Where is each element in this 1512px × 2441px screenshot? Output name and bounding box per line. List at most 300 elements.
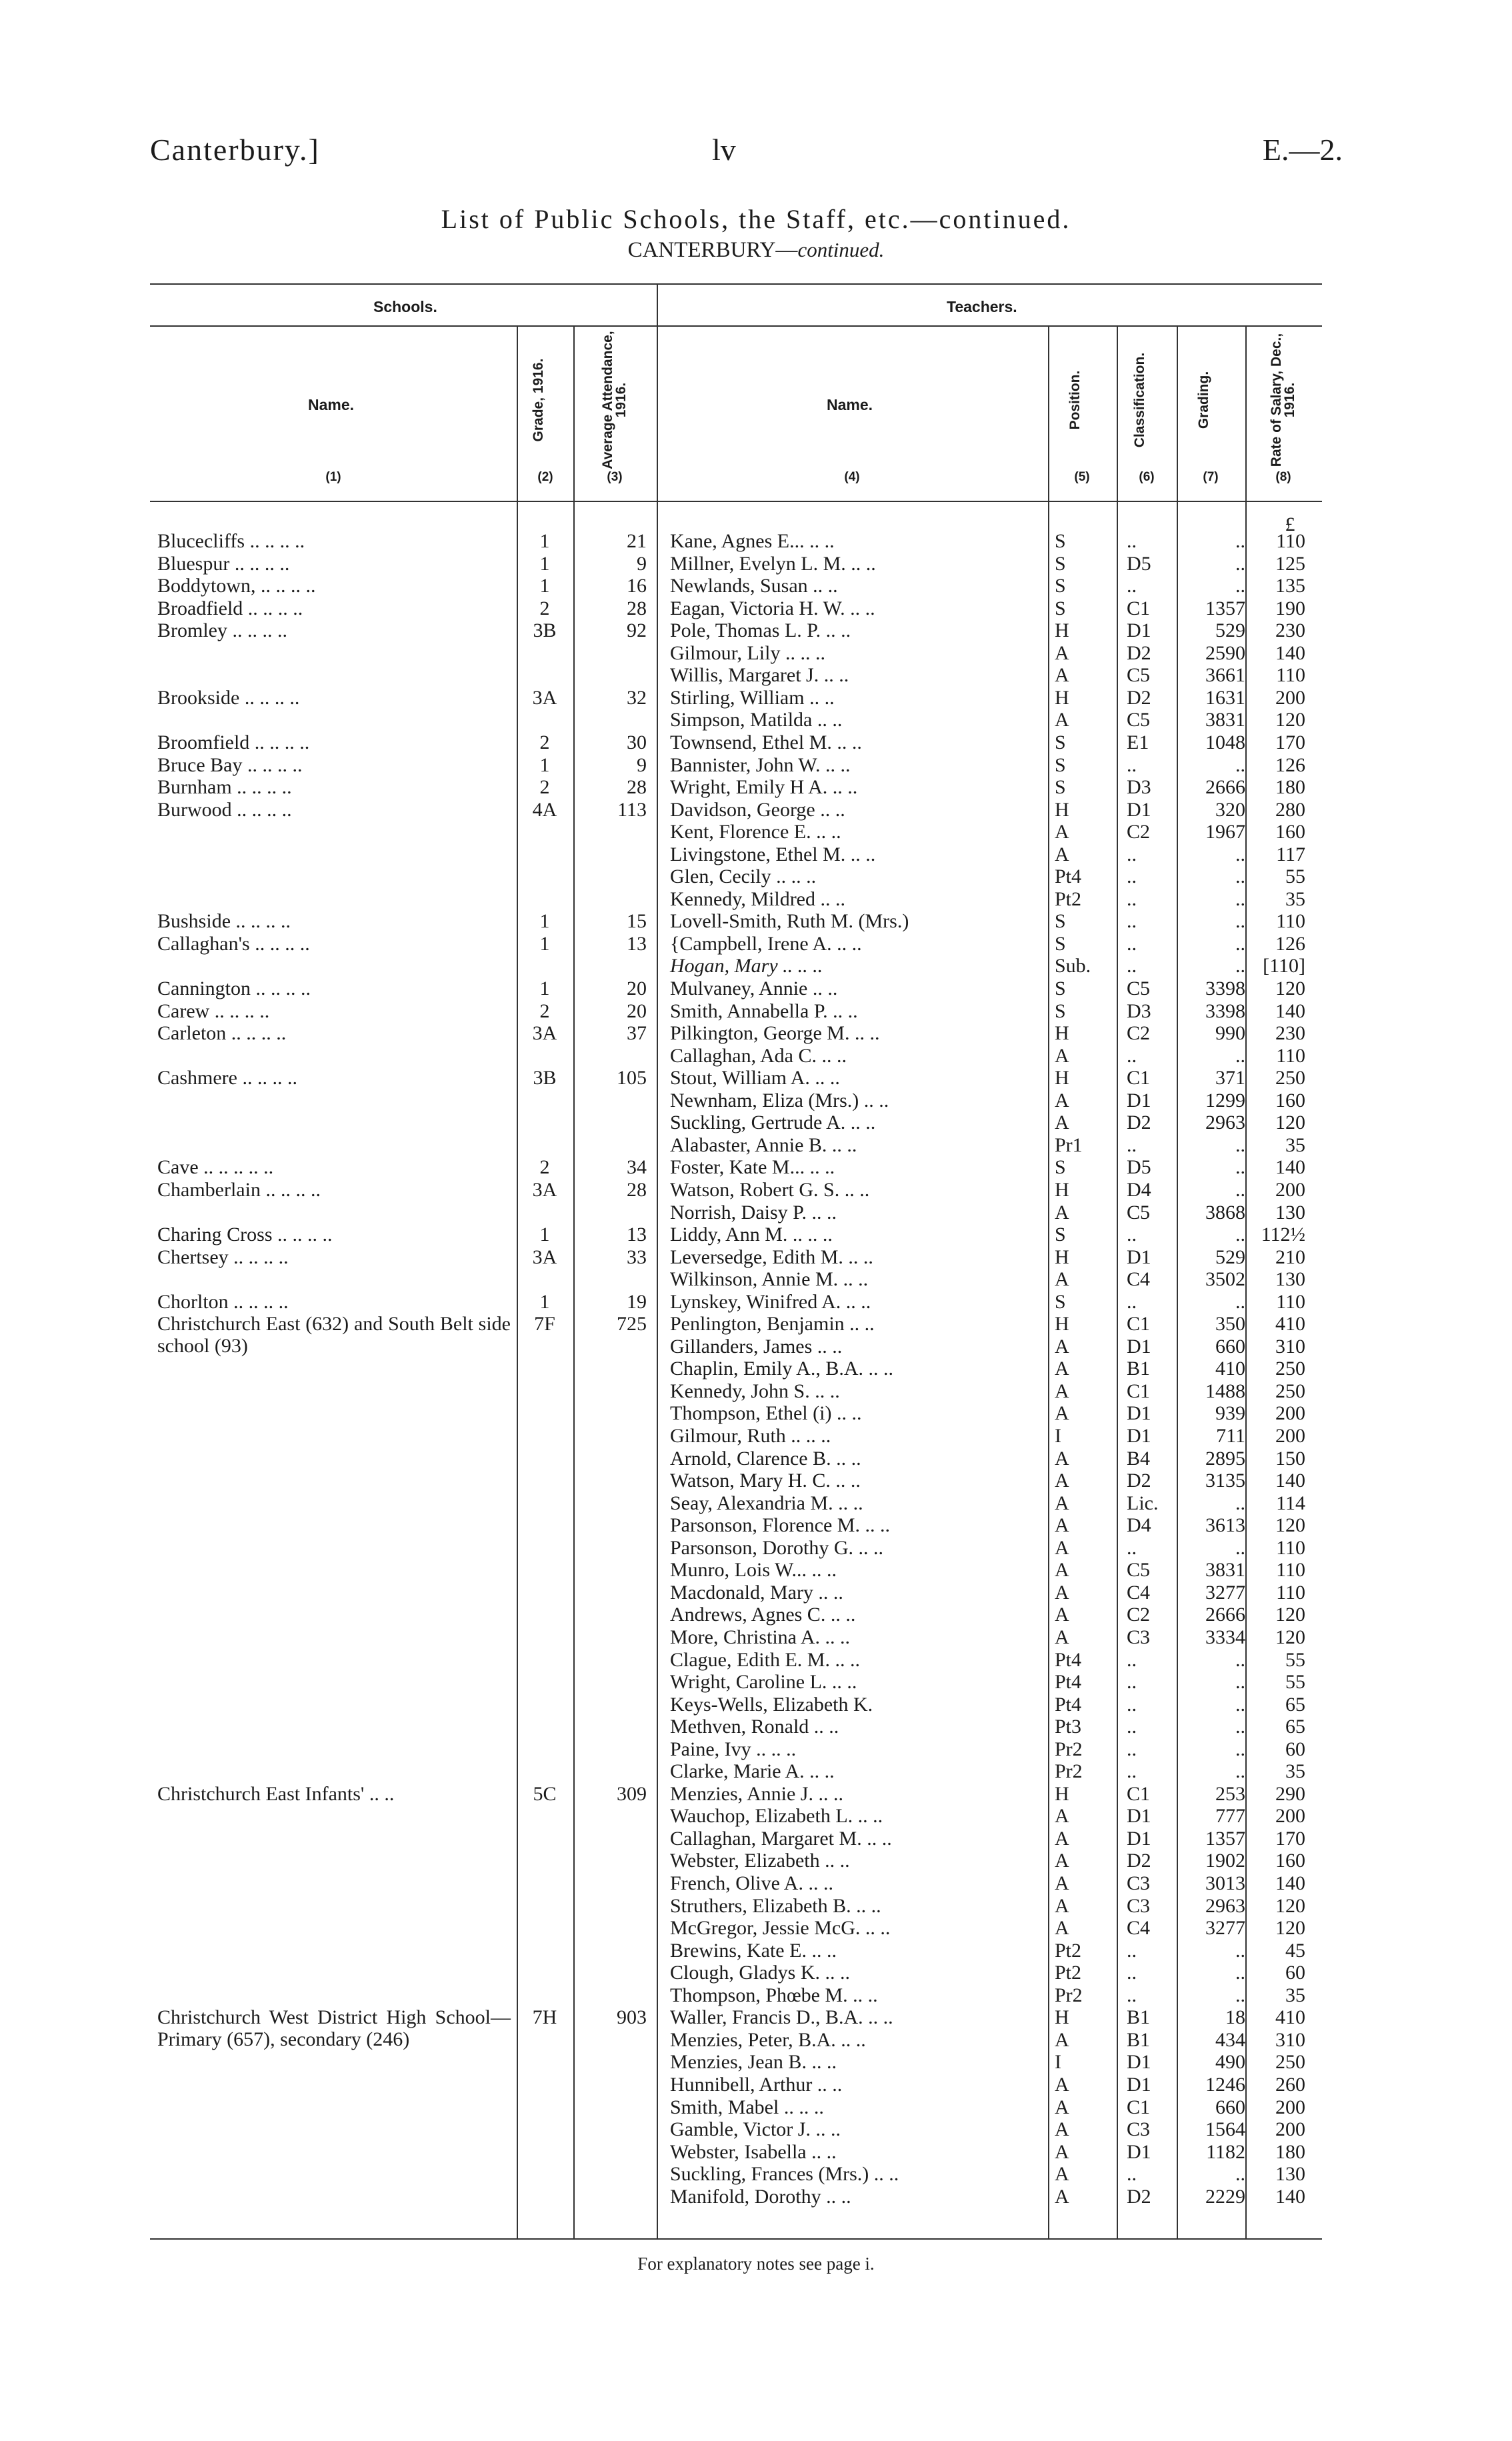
school-grade: 3B: [533, 1067, 557, 1089]
teacher-position: Pt2: [1055, 1962, 1082, 1984]
teacher-salary: 230: [1275, 619, 1305, 642]
school-name: Brookside .. .. .. ..: [157, 686, 300, 709]
teacher-classification: D1: [1127, 1335, 1151, 1358]
teacher-salary: 410: [1275, 1313, 1305, 1336]
teacher-classification: C3: [1127, 2118, 1151, 2141]
teacher-name: Willis, Margaret J. .. ..: [670, 664, 849, 687]
col-divider-5: [1117, 325, 1118, 2238]
teacher-salary: 250: [1275, 1067, 1305, 1089]
teacher-classification: C2: [1127, 1022, 1151, 1045]
teacher-name: French, Olive A. .. ..: [670, 1872, 833, 1894]
teacher-position: A: [1055, 1402, 1069, 1425]
teacher-salary: 55: [1285, 1648, 1305, 1671]
teacher-classification: ..: [1127, 2163, 1137, 2186]
teacher-salary: 117: [1276, 843, 1305, 865]
teacher-classification: D5: [1127, 552, 1151, 575]
school-name: Christchurch East Infants' .. ..: [157, 1782, 395, 1805]
teacher-position: A: [1055, 2073, 1069, 2096]
teacher-name: Penlington, Benjamin .. ..: [670, 1313, 875, 1336]
teacher-grading: ..: [1235, 932, 1245, 955]
school-attendance: 9: [637, 753, 647, 776]
header-bottom-rule: [150, 501, 1322, 502]
teacher-name: Gilmour, Lily .. .. ..: [670, 641, 825, 664]
teacher-classification: ..: [1127, 1984, 1137, 2006]
school-attendance: 309: [617, 1782, 647, 1805]
teacher-salary: 120: [1275, 977, 1305, 999]
teacher-name: Hogan, Mary .. .. ..: [670, 955, 823, 977]
school-name: Carew .. .. .. ..: [157, 999, 270, 1022]
teacher-salary: 110: [1276, 530, 1305, 552]
teacher-position: S: [1055, 932, 1066, 955]
teacher-classification: D2: [1127, 1850, 1151, 1872]
teacher-classification: ..: [1127, 865, 1137, 888]
col-number-5: (5): [1074, 470, 1090, 484]
teacher-name: Parsonson, Dorothy G. .. ..: [670, 1536, 883, 1559]
teacher-grading: ..: [1235, 955, 1245, 977]
teacher-salary: 126: [1275, 753, 1305, 776]
teacher-grading: 434: [1215, 2028, 1245, 2051]
teacher-classification: ..: [1127, 910, 1137, 933]
school-name: Christchurch West District High School—Primary (657), secondary (246): [157, 2006, 511, 2051]
col-number-8: (8): [1275, 470, 1291, 484]
school-attendance: 16: [627, 575, 647, 597]
teacher-classification: C4: [1127, 1917, 1151, 1940]
teacher-classification: C5: [1127, 709, 1151, 731]
teacher-position: S: [1055, 910, 1066, 933]
teacher-classification: ..: [1127, 1044, 1137, 1067]
teacher-grading: 939: [1215, 1402, 1245, 1425]
school-grade: 2: [539, 999, 550, 1022]
school-attendance: 13: [627, 1224, 647, 1246]
school-grade: 3B: [533, 619, 557, 642]
teacher-position: A: [1055, 1470, 1069, 1492]
school-grade: 3A: [532, 1178, 557, 1201]
teacher-name: Lynskey, Winifred A. .. ..: [670, 1290, 871, 1313]
teacher-grading: 1357: [1205, 597, 1245, 619]
teacher-salary: 290: [1275, 1782, 1305, 1805]
teacher-salary: 65: [1285, 1716, 1305, 1738]
teacher-salary: 160: [1275, 1089, 1305, 1111]
teacher-position: A: [1055, 664, 1069, 687]
teacher-name: Parsonson, Florence M. .. ..: [670, 1514, 890, 1537]
school-grade: 1: [539, 1224, 550, 1246]
teacher-salary: 120: [1275, 1626, 1305, 1648]
teacher-salary: 110: [1276, 1044, 1305, 1067]
teacher-grading: 529: [1215, 1246, 1245, 1268]
teacher-salary: 114: [1276, 1492, 1305, 1514]
teacher-grading: 660: [1215, 1335, 1245, 1358]
teacher-position: S: [1055, 575, 1066, 597]
teacher-position: A: [1055, 1850, 1069, 1872]
teacher-grading: 3868: [1205, 1201, 1245, 1224]
teacher-name: Clough, Gladys K. .. ..: [670, 1962, 850, 1984]
teacher-grading: ..: [1235, 1536, 1245, 1559]
teacher-salary: 170: [1275, 731, 1305, 753]
teacher-name: Pole, Thomas L. P. .. ..: [670, 619, 851, 642]
teacher-classification: D1: [1127, 1827, 1151, 1850]
teacher-name: Kennedy, Mildred .. ..: [670, 887, 845, 910]
teacher-position: H: [1055, 1022, 1069, 1045]
teacher-position: H: [1055, 2006, 1069, 2029]
school-grade: 7F: [534, 1313, 555, 1336]
teacher-grading: 1488: [1205, 1380, 1245, 1402]
teacher-classification: B1: [1127, 1358, 1151, 1380]
school-attendance: 903: [617, 2006, 647, 2029]
school-attendance: 21: [627, 530, 647, 552]
teacher-classification: ..: [1127, 1536, 1137, 1559]
teacher-position: H: [1055, 798, 1069, 821]
teacher-classification: D1: [1127, 1425, 1151, 1447]
teacher-classification: C3: [1127, 1894, 1151, 1917]
teacher-classification: D2: [1127, 1111, 1151, 1134]
teacher-name: Kane, Agnes E... .. ..: [670, 530, 835, 552]
teacher-salary: 110: [1276, 1290, 1305, 1313]
teacher-salary: 160: [1275, 1850, 1305, 1872]
school-name: Bushside .. .. .. ..: [157, 910, 291, 933]
subtitle-italic: continued.: [797, 238, 885, 261]
col-number-4: (4): [844, 470, 860, 484]
school-attendance: 9: [637, 552, 647, 575]
school-grade: 1: [539, 932, 550, 955]
teacher-grading: ..: [1235, 1738, 1245, 1760]
teacher-name: Munro, Lois W... .. ..: [670, 1559, 837, 1582]
col-header-attendance: Average Attendance, 1916.: [600, 331, 629, 469]
teacher-grading: ..: [1235, 910, 1245, 933]
currency-symbol: £: [1285, 513, 1295, 535]
teacher-name: Clarke, Marie A. .. ..: [670, 1760, 835, 1783]
teacher-name: More, Christina A. .. ..: [670, 1626, 850, 1648]
teacher-classification: C2: [1127, 1604, 1151, 1626]
teacher-classification: D2: [1127, 641, 1151, 664]
school-grade: 2: [539, 776, 550, 799]
teacher-classification: C5: [1127, 977, 1151, 999]
teacher-grading: ..: [1235, 753, 1245, 776]
teacher-classification: C1: [1127, 1782, 1151, 1805]
teacher-salary: 200: [1275, 1178, 1305, 1201]
teacher-salary: 110: [1276, 1559, 1305, 1582]
teacher-classification: D1: [1127, 798, 1151, 821]
teacher-grading: 2666: [1205, 776, 1245, 799]
teacher-position: A: [1055, 2185, 1069, 2208]
teacher-grading: 1246: [1205, 2073, 1245, 2096]
teacher-position: A: [1055, 2118, 1069, 2141]
teacher-position: A: [1055, 1827, 1069, 1850]
teacher-position: S: [1055, 753, 1066, 776]
teacher-grading: 3613: [1205, 1514, 1245, 1537]
teacher-salary: 60: [1285, 1962, 1305, 1984]
teacher-position: A: [1055, 1581, 1069, 1604]
teacher-grading: 2895: [1205, 1447, 1245, 1470]
school-attendance: 13: [627, 932, 647, 955]
teacher-classification: D1: [1127, 619, 1151, 642]
teacher-name: Watson, Mary H. C. .. ..: [670, 1470, 861, 1492]
teacher-grading: 3398: [1205, 999, 1245, 1022]
teacher-position: S: [1055, 999, 1066, 1022]
teacher-grading: 3277: [1205, 1917, 1245, 1940]
teacher-name: Webster, Isabella .. ..: [670, 2140, 837, 2163]
teacher-name: Watson, Robert G. S. .. ..: [670, 1178, 870, 1201]
teachers-group-header: Teachers.: [947, 298, 1017, 315]
school-name: Christchurch East (632) and South Belt side school (93): [157, 1313, 511, 1358]
teacher-position: A: [1055, 1111, 1069, 1134]
teacher-grading: 711: [1216, 1425, 1245, 1447]
school-name: Carleton .. .. .. ..: [157, 1022, 287, 1045]
school-grade: 1: [539, 530, 550, 552]
teacher-name: Smith, Annabella P. .. ..: [670, 999, 858, 1022]
teacher-name: Stirling, William .. ..: [670, 686, 835, 709]
teacher-position: A: [1055, 1626, 1069, 1648]
teacher-position: S: [1055, 977, 1066, 999]
teacher-salary: 120: [1275, 1604, 1305, 1626]
teacher-salary: 150: [1275, 1447, 1305, 1470]
school-attendance: 20: [627, 999, 647, 1022]
teacher-salary: 250: [1275, 2051, 1305, 2074]
teacher-salary: 160: [1275, 821, 1305, 843]
teacher-grading: 410: [1215, 1358, 1245, 1380]
teacher-position: A: [1055, 2163, 1069, 2186]
teacher-classification: D2: [1127, 1470, 1151, 1492]
teacher-name: Menzies, Jean B. .. ..: [670, 2051, 837, 2074]
teacher-classification: C1: [1127, 1313, 1151, 1336]
school-attendance: 725: [617, 1313, 647, 1336]
teacher-grading: ..: [1235, 552, 1245, 575]
school-attendance: 32: [627, 686, 647, 709]
teacher-position: I: [1055, 2051, 1061, 2074]
teacher-classification: D1: [1127, 1805, 1151, 1828]
teacher-grading: ..: [1235, 2163, 1245, 2186]
school-grade: 7H: [532, 2006, 557, 2029]
teacher-classification: C5: [1127, 664, 1151, 687]
teacher-grading: 1967: [1205, 821, 1245, 843]
teacher-classification: ..: [1127, 1648, 1137, 1671]
teacher-grading: 2666: [1205, 1604, 1245, 1626]
teacher-classification: ..: [1127, 1962, 1137, 1984]
teacher-position: A: [1055, 843, 1069, 865]
teacher-name: Gilmour, Ruth .. .. ..: [670, 1425, 831, 1447]
school-name: Cave .. .. .. .. ..: [157, 1156, 274, 1179]
school-grade: 2: [539, 731, 550, 753]
teacher-position: Pt2: [1055, 1939, 1082, 1962]
teacher-classification: ..: [1127, 887, 1137, 910]
teacher-salary: 410: [1275, 2006, 1305, 2029]
school-name: Chorlton .. .. .. ..: [157, 1290, 289, 1313]
teacher-grading: 3135: [1205, 1470, 1245, 1492]
teacher-salary: 112½: [1261, 1224, 1305, 1246]
teacher-grading: 1631: [1205, 686, 1245, 709]
school-grade: 2: [539, 597, 550, 619]
teacher-salary: 110: [1276, 910, 1305, 933]
teacher-name: Methven, Ronald .. ..: [670, 1716, 839, 1738]
teacher-position: Pr2: [1055, 1760, 1083, 1783]
teacher-classification: D3: [1127, 999, 1151, 1022]
teacher-position: A: [1055, 1536, 1069, 1559]
teacher-classification: D1: [1127, 1402, 1151, 1425]
teacher-name: Newnham, Eliza (Mrs.) .. ..: [670, 1089, 889, 1111]
teacher-position: H: [1055, 1246, 1069, 1268]
teacher-classification: D3: [1127, 776, 1151, 799]
teacher-grading: 3277: [1205, 1581, 1245, 1604]
school-grade: 5C: [533, 1782, 557, 1805]
teacher-classification: D2: [1127, 686, 1151, 709]
school-attendance: 37: [627, 1022, 647, 1045]
teacher-classification: D5: [1127, 1156, 1151, 1179]
teacher-name: Waller, Francis D., B.A. .. ..: [670, 2006, 893, 2029]
teacher-classification: ..: [1127, 1693, 1137, 1716]
teacher-salary: 200: [1275, 1425, 1305, 1447]
school-name: Callaghan's .. .. .. ..: [157, 932, 310, 955]
school-grade: 1: [539, 977, 550, 999]
teacher-position: H: [1055, 619, 1069, 642]
school-grade: 3A: [532, 1246, 557, 1268]
teacher-name: Newlands, Susan .. ..: [670, 575, 838, 597]
schools-group-header: Schools.: [373, 298, 437, 315]
col-header-salary: Rate of Salary, Dec., 1916.: [1269, 333, 1297, 467]
teacher-grading: ..: [1235, 575, 1245, 597]
teacher-classification: B1: [1127, 2028, 1151, 2051]
teacher-position: S: [1055, 552, 1066, 575]
teacher-classification: C5: [1127, 1201, 1151, 1224]
teacher-grading: ..: [1235, 530, 1245, 552]
teacher-name: Lovell-Smith, Ruth M. (Mrs.): [670, 910, 909, 933]
school-name: Bluespur .. .. .. ..: [157, 552, 290, 575]
teacher-position: A: [1055, 1604, 1069, 1626]
teacher-grading: 660: [1215, 2096, 1245, 2118]
teacher-grading: 2963: [1205, 1894, 1245, 1917]
running-header-left: Canterbury.]: [150, 133, 320, 167]
teacher-grading: 990: [1215, 1022, 1245, 1045]
school-name: Boddytown, .. .. .. ..: [157, 575, 316, 597]
teacher-name: Millner, Evelyn L. M. .. ..: [670, 552, 876, 575]
teacher-position: H: [1055, 686, 1069, 709]
teacher-salary: 35: [1285, 1133, 1305, 1156]
teacher-position: S: [1055, 1224, 1066, 1246]
teacher-name: Simpson, Matilda .. ..: [670, 709, 843, 731]
teacher-name: McGregor, Jessie McG. .. ..: [670, 1917, 891, 1940]
school-grade: 1: [539, 1290, 550, 1313]
teacher-grading: 2590: [1205, 641, 1245, 664]
teacher-name: Macdonald, Mary .. ..: [670, 1581, 843, 1604]
teacher-salary: 140: [1275, 999, 1305, 1022]
teacher-grading: ..: [1235, 1133, 1245, 1156]
teacher-name: Wauchop, Elizabeth L. .. ..: [670, 1805, 883, 1828]
teacher-name: Smith, Mabel .. .. ..: [670, 2096, 824, 2118]
teacher-name: Menzies, Peter, B.A. .. ..: [670, 2028, 866, 2051]
teacher-classification: D1: [1127, 2073, 1151, 2096]
teacher-position: H: [1055, 1313, 1069, 1336]
school-grade: 2: [539, 1156, 550, 1179]
col-header-classification: Classification.: [1132, 352, 1147, 448]
teacher-name: Townsend, Ethel M. .. ..: [670, 731, 862, 753]
col-divider-6: [1177, 325, 1178, 2238]
teacher-salary: 35: [1285, 887, 1305, 910]
teacher-salary: 260: [1275, 2073, 1305, 2096]
school-name: Broadfield .. .. .. ..: [157, 597, 303, 619]
teacher-salary: 135: [1275, 575, 1305, 597]
school-grade: 3A: [532, 686, 557, 709]
teacher-position: Pt4: [1055, 1648, 1082, 1671]
teacher-name: Wright, Emily H A. .. ..: [670, 776, 858, 799]
teacher-name: Suckling, Frances (Mrs.) .. ..: [670, 2163, 899, 2186]
teacher-name: Suckling, Gertrude A. .. ..: [670, 1111, 876, 1134]
teacher-salary: 125: [1275, 552, 1305, 575]
teacher-name: Norrish, Daisy P. .. ..: [670, 1201, 837, 1224]
col-number-2: (2): [537, 470, 553, 484]
teacher-salary: 130: [1275, 2163, 1305, 2186]
teacher-name: Callaghan, Margaret M. .. ..: [670, 1827, 892, 1850]
teacher-name: Thompson, Ethel (i) .. ..: [670, 1402, 862, 1425]
teacher-position: A: [1055, 1872, 1069, 1894]
teacher-salary: 55: [1285, 1671, 1305, 1694]
teacher-position: I: [1055, 1425, 1061, 1447]
teacher-position: Pt4: [1055, 1671, 1082, 1694]
teacher-position: A: [1055, 2096, 1069, 2118]
teacher-salary: 35: [1285, 1760, 1305, 1783]
teacher-grading: 3831: [1205, 1559, 1245, 1582]
teacher-salary: 250: [1275, 1358, 1305, 1380]
school-name: Chertsey .. .. .. ..: [157, 1246, 289, 1268]
teacher-grading: ..: [1235, 1671, 1245, 1694]
teacher-grading: ..: [1235, 1962, 1245, 1984]
teacher-classification: C4: [1127, 1581, 1151, 1604]
page-number: lv: [712, 133, 736, 167]
school-name: Bromley .. .. .. ..: [157, 619, 287, 642]
teacher-classification: C4: [1127, 1268, 1151, 1291]
teacher-grading: ..: [1235, 1044, 1245, 1067]
col-divider-1: [517, 325, 518, 2238]
teacher-name: Seay, Alexandria M. .. ..: [670, 1492, 863, 1514]
teacher-salary: 130: [1275, 1268, 1305, 1291]
teacher-name: Thompson, Phœbe M. .. ..: [670, 1984, 878, 2006]
col-number-6: (6): [1139, 470, 1155, 484]
teacher-position: Sub.: [1055, 955, 1091, 977]
school-name: Cashmere .. .. .. ..: [157, 1067, 297, 1089]
teacher-name: Manifold, Dorothy .. ..: [670, 2185, 851, 2208]
teacher-position: A: [1055, 1805, 1069, 1828]
teacher-grading: 3398: [1205, 977, 1245, 999]
teacher-grading: 3831: [1205, 709, 1245, 731]
teacher-classification: ..: [1127, 1939, 1137, 1962]
running-header-right: E.—2.: [1262, 133, 1343, 167]
teacher-salary: 200: [1275, 1402, 1305, 1425]
teacher-salary: 310: [1275, 1335, 1305, 1358]
teacher-name: Liddy, Ann M. .. .. ..: [670, 1224, 833, 1246]
teacher-position: A: [1055, 1492, 1069, 1514]
col-header-grading: Grading.: [1196, 371, 1211, 429]
teacher-classification: C3: [1127, 1626, 1151, 1648]
teacher-salary: 200: [1275, 2118, 1305, 2141]
teacher-classification: ..: [1127, 1290, 1137, 1313]
teacher-position: S: [1055, 1156, 1066, 1179]
teacher-name: Webster, Elizabeth .. ..: [670, 1850, 850, 1872]
teacher-grading: ..: [1235, 1224, 1245, 1246]
teacher-name: Kent, Florence E. .. ..: [670, 821, 841, 843]
teacher-grading: 1048: [1205, 731, 1245, 753]
teacher-position: Pr2: [1055, 1984, 1083, 2006]
school-name: Burnham .. .. .. ..: [157, 776, 292, 799]
teacher-position: A: [1055, 1201, 1069, 1224]
school-attendance: 28: [627, 1178, 647, 1201]
teacher-position: A: [1055, 1089, 1069, 1111]
teacher-position: Pt2: [1055, 887, 1082, 910]
school-grade: 1: [539, 575, 550, 597]
teacher-name: Pilkington, George M. .. ..: [670, 1022, 880, 1045]
teacher-name: Menzies, Annie J. .. ..: [670, 1782, 843, 1805]
teacher-name: Stout, William A. .. ..: [670, 1067, 840, 1089]
teacher-grading: 2229: [1205, 2185, 1245, 2208]
teacher-grading: 1299: [1205, 1089, 1245, 1111]
teacher-classification: C3: [1127, 1872, 1151, 1894]
teacher-grading: ..: [1235, 1178, 1245, 1201]
